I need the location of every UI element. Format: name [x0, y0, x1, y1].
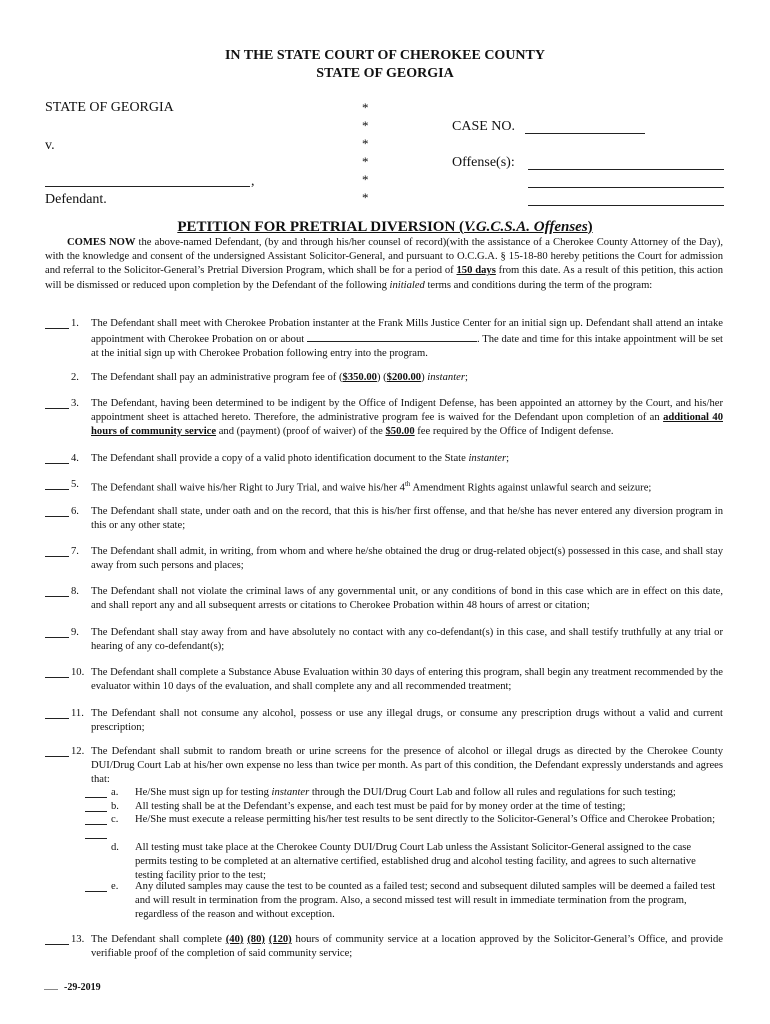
state-heading: STATE OF GEORGIA: [316, 66, 454, 81]
case-no-field[interactable]: [525, 133, 645, 134]
initial-blank[interactable]: [45, 626, 69, 638]
initial-blank[interactable]: [85, 813, 107, 825]
case-no-label: CASE NO.: [452, 119, 516, 134]
initial-blank[interactable]: [45, 397, 69, 409]
offense-field-1[interactable]: [528, 169, 724, 170]
condition-1: 1. The Defendant shall meet with Cherokee Probation instanter at the Frank Mills Justice Center for an initial sign up. Defendant shall attend an intake appointment with Cherokee Probation on or about . The date and time for this intake appointment will be set at the initial sign up with Cherokee Probation following entry into the program.: [45, 317, 725, 359]
caption-comma: ,: [251, 174, 255, 189]
party-state: STATE OF GEORGIA: [45, 100, 174, 115]
court-heading: IN THE STATE COURT OF CHEROKEE COUNTY: [224, 48, 545, 63]
initial-blank[interactable]: [45, 452, 69, 464]
defendant-name-line: [45, 186, 250, 187]
initial-blank[interactable]: [45, 933, 69, 945]
versus-label: v.: [45, 138, 55, 153]
caption-star: *: [362, 172, 369, 187]
caption-star: *: [362, 154, 369, 169]
initial-blank[interactable]: [45, 478, 69, 490]
initial-blank[interactable]: [85, 800, 107, 812]
defendant-label: Defendant.: [45, 192, 107, 207]
offense-field-3[interactable]: [528, 205, 724, 206]
initial-blank[interactable]: [45, 505, 69, 517]
initial-blank[interactable]: [45, 317, 69, 329]
initial-blank[interactable]: [85, 880, 107, 892]
initial-blank[interactable]: [45, 666, 69, 678]
intake-date-field[interactable]: [307, 331, 477, 342]
caption-star: *: [362, 190, 369, 205]
initial-blank[interactable]: [45, 545, 69, 557]
initial-blank[interactable]: [45, 745, 69, 757]
caption-star: *: [362, 100, 369, 115]
caption-star: *: [362, 136, 369, 151]
petition-title: PETITION FOR PRETRIAL DIVERSION (V.G.C.S.A. Offenses): [177, 219, 593, 235]
intro-paragraph: COMES NOW the above-named Defendant, (by and through his/her counsel of record)(with the assistance of a Cherokee County Attorney of the Day), with the knowledge and consent of the undersigned Assistant Solicitor-General, and pursuant to O.C.G.A. § 15-18-80 hereby petitions the Court for admission and referral to the Solicitor-General’s Pretrial Diversion Program, which shall be for a period of 150 days from this date. As a result of this petition, this action will be dismissed or reduced upon completion by the Defendant of the following initialed terms and conditions during the term of the program:: [45, 237, 724, 291]
revision-date: -29-2019: [44, 981, 101, 993]
initial-blank[interactable]: [45, 707, 69, 719]
offense-label: Offense(s):: [452, 155, 515, 170]
initial-blank[interactable]: [85, 827, 107, 839]
offense-field-2[interactable]: [528, 187, 724, 188]
initial-blank[interactable]: [85, 786, 107, 798]
initial-blank[interactable]: [45, 585, 69, 597]
caption-star: *: [362, 118, 369, 133]
